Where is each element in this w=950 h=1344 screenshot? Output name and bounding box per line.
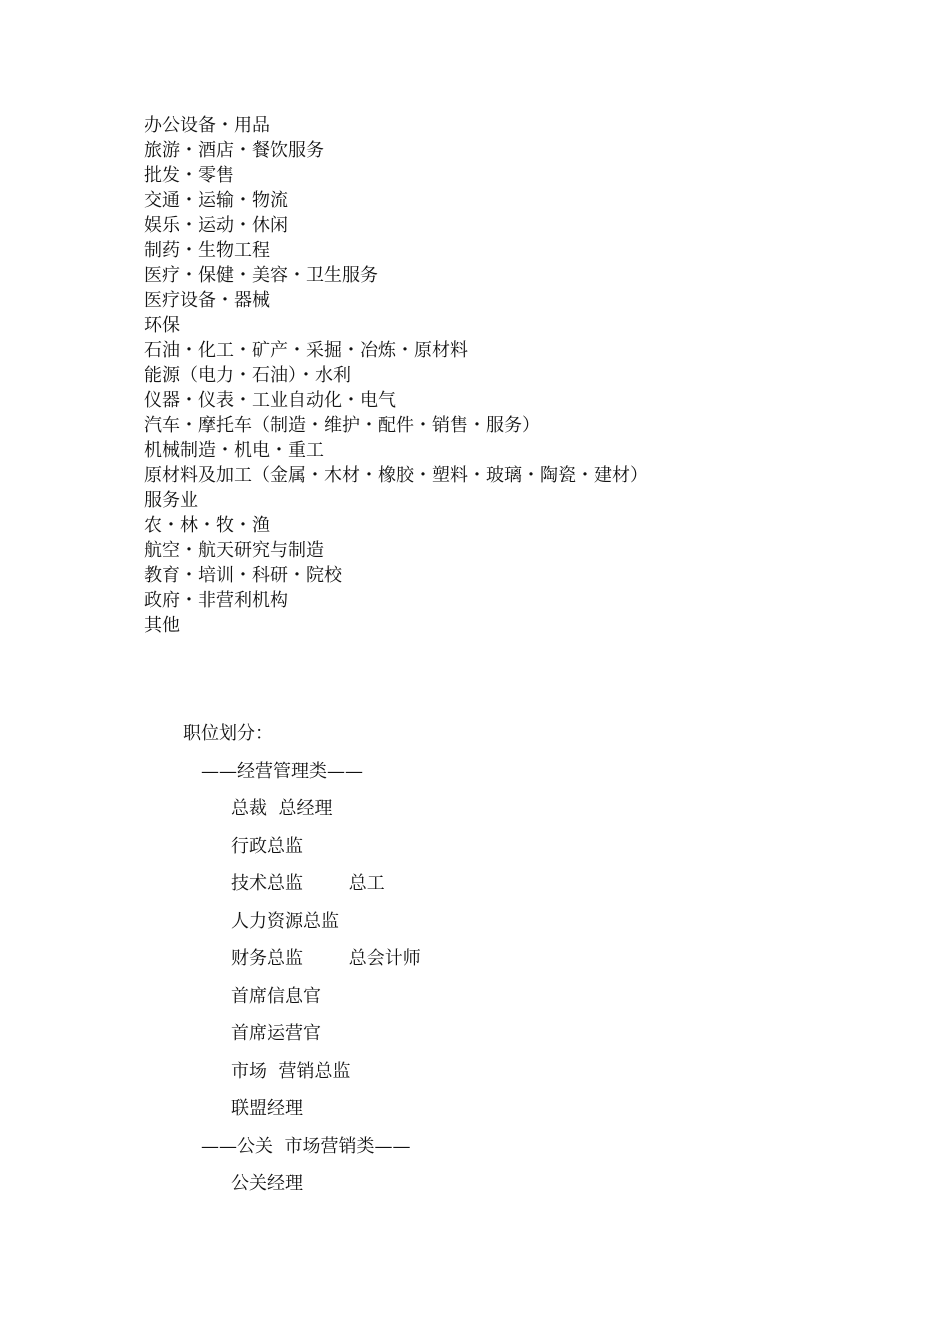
- position-item: 技术总监 总工: [231, 873, 385, 894]
- industry-item: 航空・航天研究与制造: [144, 540, 324, 561]
- category-management: ——经营管理类——: [201, 760, 363, 782]
- category-pr-marketing: ——公关 市场营销类——: [201, 1135, 411, 1157]
- positions-heading: 职位划分：: [183, 723, 273, 744]
- industry-item: 服务业: [144, 490, 198, 511]
- industry-item: 娱乐・运动・休闲: [144, 215, 288, 236]
- industry-item: 医疗设备・器械: [144, 290, 270, 311]
- industry-item: 批发・零售: [144, 165, 234, 186]
- industry-item: 机械制造・机电・重工: [144, 440, 324, 461]
- industry-item: 旅游・酒店・餐饮服务: [144, 140, 324, 161]
- industry-item: 制药・生物工程: [144, 240, 270, 261]
- position-item: 首席信息官: [231, 985, 321, 1007]
- industry-item: 汽车・摩托车（制造・维护・配件・销售・服务）: [144, 415, 540, 436]
- position-item: 联盟经理: [231, 1098, 303, 1119]
- position-item: 行政总监: [231, 835, 303, 857]
- industry-item: 环保: [144, 315, 180, 336]
- industry-item: 医疗・保健・美容・卫生服务: [144, 265, 378, 286]
- positions-section: [0, 715, 950, 1203]
- industry-item: 石油・化工・矿产・采掘・冶炼・原材料: [144, 340, 468, 361]
- position-item: 公关经理: [231, 1173, 303, 1194]
- position-item: 人力资源总监: [231, 910, 339, 932]
- position-item: 财务总监 总会计师: [231, 948, 421, 969]
- position-item: 市场 营销总监: [231, 1060, 351, 1082]
- industry-item: 办公设备・用品: [144, 115, 270, 136]
- position-item: 总裁 总经理: [231, 798, 333, 819]
- industry-item: 能源（电力・石油）・水利: [144, 365, 351, 386]
- industry-item: 其他: [144, 615, 180, 636]
- industry-item: 政府・非营利机构: [144, 590, 288, 611]
- industry-item: 原材料及加工（金属・木材・橡胶・塑料・玻璃・陶瓷・建材）: [144, 465, 648, 486]
- position-item: 首席运营官: [231, 1023, 321, 1044]
- industry-item: 仪器・仪表・工业自动化・电气: [144, 390, 396, 411]
- industry-item: 教育・培训・科研・院校: [144, 565, 342, 586]
- industry-list: [144, 113, 648, 638]
- industry-item: 交通・运输・物流: [144, 190, 288, 211]
- industry-item: 农・林・牧・渔: [144, 515, 270, 536]
